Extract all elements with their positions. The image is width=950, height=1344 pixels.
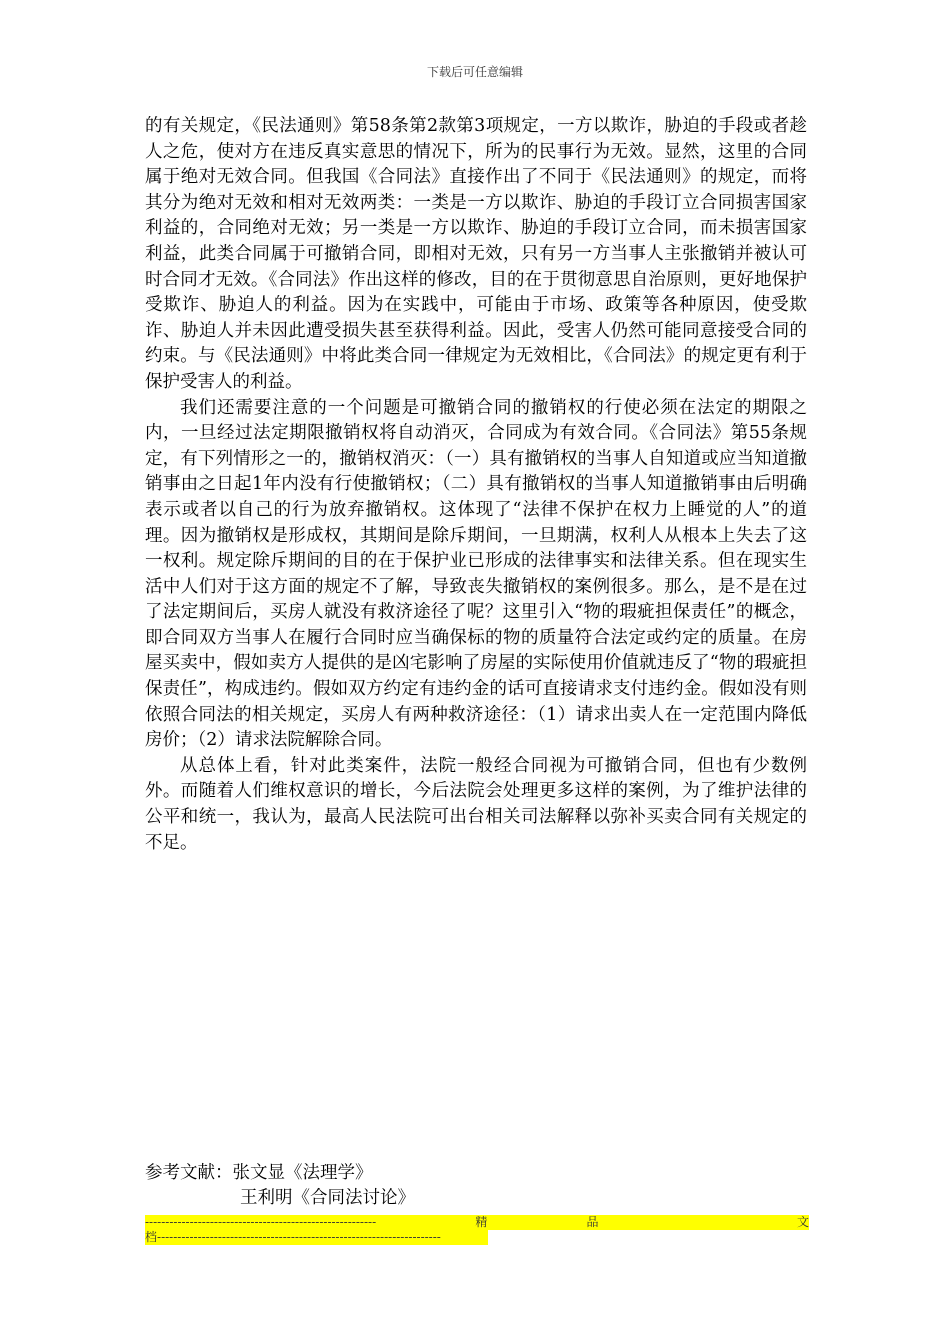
footer-row-1 — [145, 1215, 809, 1230]
footer-char-dang: 档 — [145, 1230, 158, 1244]
footer-row-2 — [145, 1230, 488, 1245]
paragraph-1: 的有关规定，《民法通则》第58条第2款第3项规定，一方以欺诈，胁迫的手段或者趁人之危，使对方在违反真实意思的情况下，所为的民事行为无效。显然，这里的合同属于绝对无效合同。但我国《合同法》直接作出了不同于《民法通则》的规定，而将其分为绝对无效和相对无效两类：一类是一方以欺诈、胁迫的手段订立合同损害国家利益的，合同绝对无效；另一类是一方以欺诈、胁迫的手段订立合同，而未损害国家利益，此类合同属于可撤销合同，即相对无效，只有另一方当事人主张撤销并被认可时合同才无效。《合同法》作出这样的修改，目的在于贯彻意思自治原则，更好地保护受欺诈、胁迫人的利益。因为在实践中，可能由于市场、政策等各种原因，使受欺诈、胁迫人并未因此遭受损失甚至获得利益。因此，受害人仍然可能同意接受合同的约束。与《民法通则》中将此类合同一律规定为无效相比，《合同法》的规定更有利于保护受害人的利益。 — [145, 116, 807, 392]
paragraph-3: 从总体上看，针对此类案件，法院一般经合同视为可撤销合同，但也有少数例外。而随着人们维权意识的增长，今后法院会处理更多这样的案例，为了维护法律的公平和统一，我认为，最高人民法院可出台相关司法解释以弥补买卖合同有关规定的不足。 — [145, 755, 807, 853]
footer-watermark — [145, 1215, 809, 1249]
reference-line-1: 参考文献：张文显《法理学》 — [145, 1163, 373, 1183]
footer-char-pin: 品 — [586, 1215, 599, 1229]
reference-line-2: 王利明《合同法讨论》 — [240, 1188, 415, 1208]
footer-dashes-bottom: ---------------------------------------------------------------------- — [157, 1230, 441, 1244]
document-body — [145, 114, 807, 856]
paragraph-2: 我们还需要注意的一个问题是可撤销合同的撤销权的行使必须在法定的期限之内，一旦经过法定期限撤销权将自动消灭，合同成为有效合同。《合同法》第55条规定，有下列情形之一的，撤销权消灭：（一）具有撤销权的当事人自知道或应当知道撤销事由之日起1年内没有行使撤销权；（二）具有撤销权的当事人知道撤销事由后明确表示或者以自己的行为放弃撤销权。这体现了“法律不保护在权力上睡觉的人”的道理。因为撤销权是形成权，其期间是除斥期间，一旦期满，权利人从根本上失去了这一权利。规定除斥期间的目的在于保护业已形成的法律事实和法律关系。但在现实生活中人们对于这方面的规定不了解，导致丧失撤销权的案例很多。那么，是不是在过了法定期间后，买房人就没有救济途径了呢？这里引入“物的瑕疵担保责任”的概念，即合同双方当事人在履行合同时应当确保标的物的质量符合法定或约定的质量。在房屋买卖中，假如卖方人提供的是凶宅影响了房屋的实际使用价值就违反了“物的瑕疵担保责任”，构成违约。假如双方约定有违约金的话可直接请求支付违约金。假如没有则依照合同法的相关规定，买房人有两种救济途径：（1）请求出卖人在一定范围内降低房价；（2）请求法院解除合同。 — [145, 397, 807, 751]
footer-dashes-left: --------------------------------------------------------- — [145, 1215, 377, 1229]
references-section — [145, 1161, 807, 1211]
footer-char-jing: 精 — [475, 1215, 488, 1229]
page-header-note: 下载后可任意编辑 — [426, 65, 523, 79]
footer-char-wen: 文 — [796, 1215, 809, 1229]
